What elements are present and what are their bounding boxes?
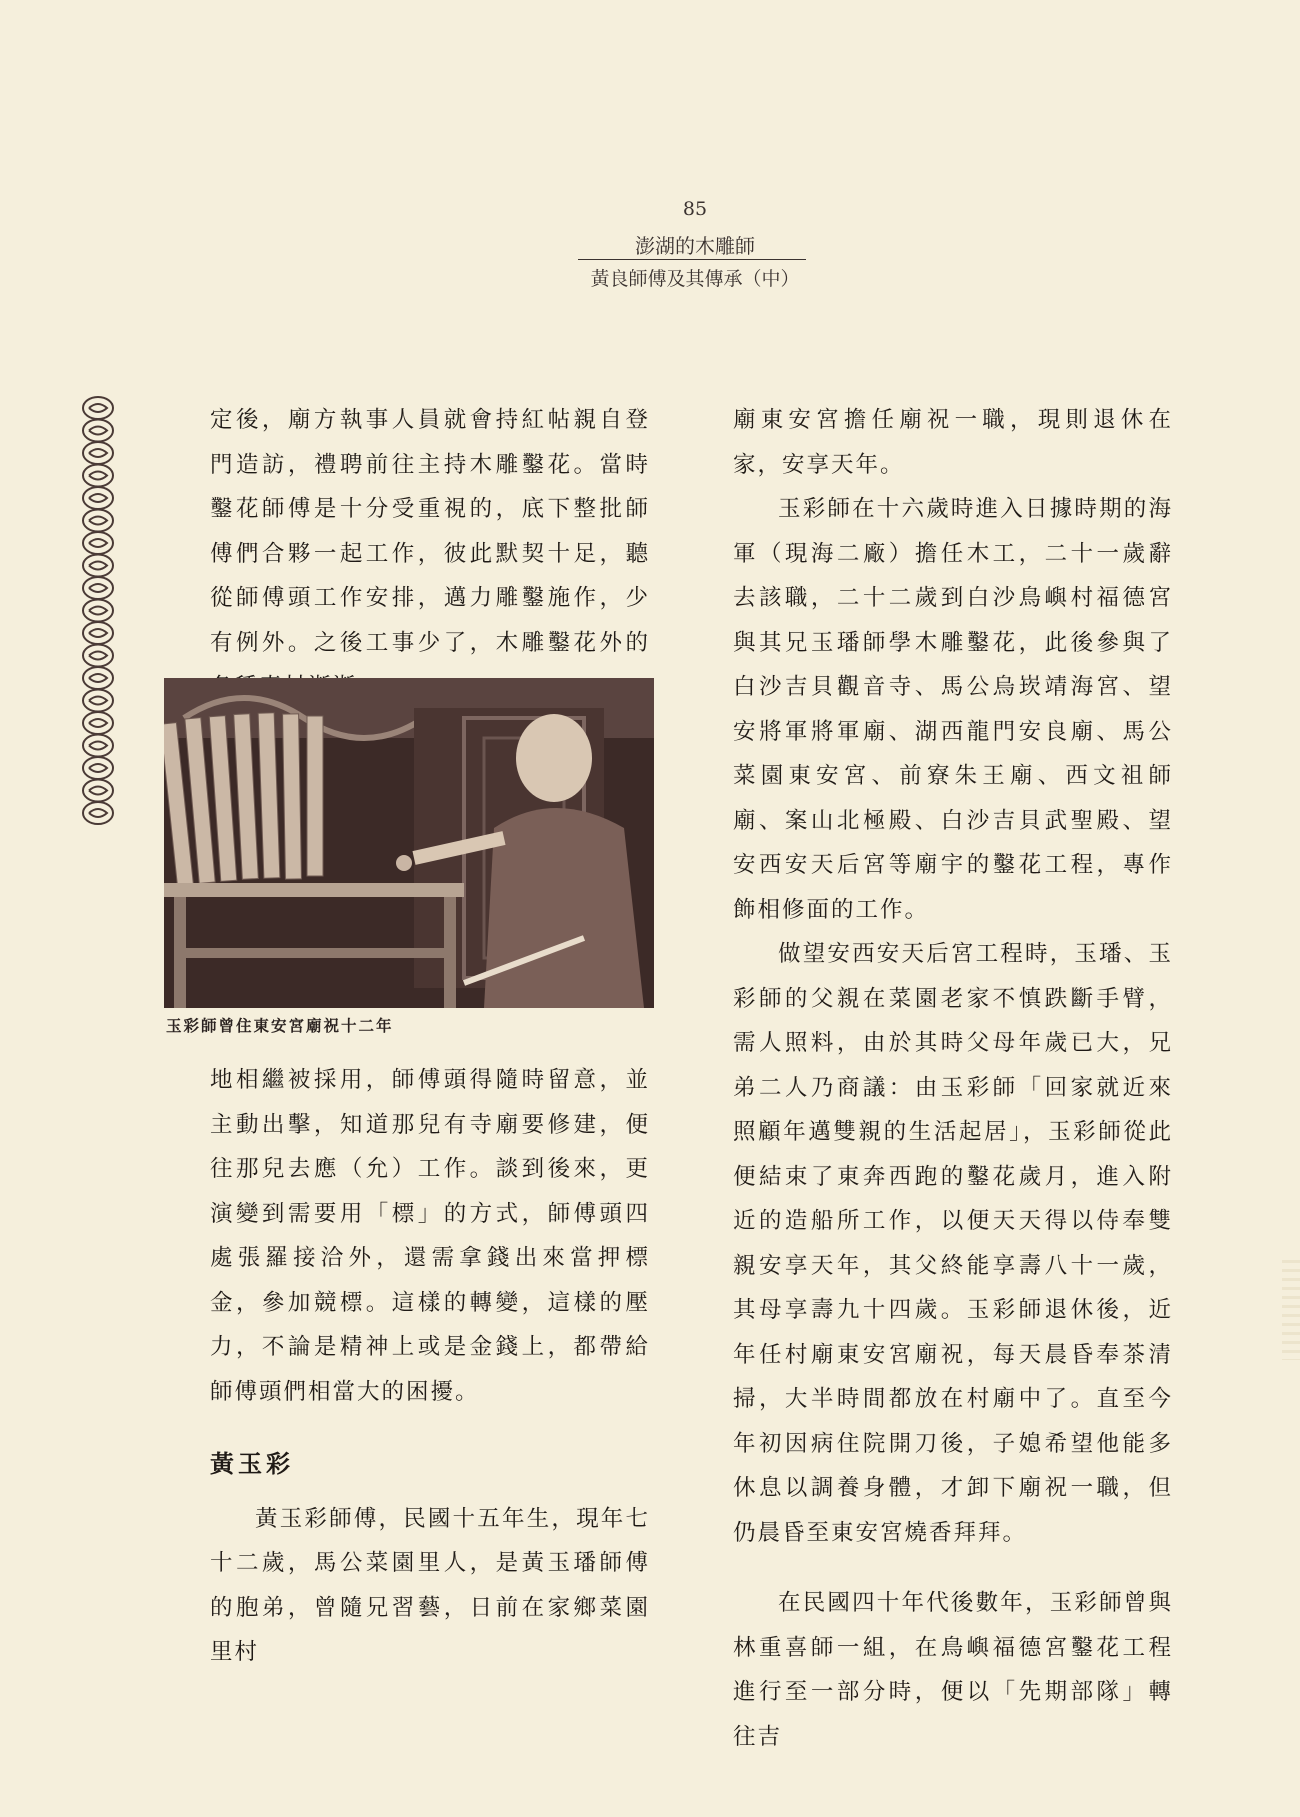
body-paragraph: 在民國四十年代後數年，玉彩師曾與林重喜師一組，在鳥嶼福德宮鑿花工程進行至一部分時，便以「先期部隊」轉往吉 <box>733 1590 1173 1750</box>
photo-caption: 玉彩師曾住東安宮廟祝十二年 <box>166 1017 394 1035</box>
running-subtitle: 黃良師傅及其傳承（中） <box>590 268 800 290</box>
body-paragraph: 玉彩師在十六歲時進入日據時期的海軍（現海二廠）擔任木工，二十一歲辭去該職，二十二歲到白沙鳥嶼村福德宮與其兄玉璠師學木雕鑿花，此後參與了白沙吉貝觀音寺、馬公烏崁靖海宮、望安將軍將軍廟、湖西龍門安良廟、馬公菜園東安宮、前寮朱王廟、西文祖師廟、案山北極殿、白沙吉貝武聖殿、望安西安天后宮等廟宇的鑿花工程，專作飾相修面的工作。 <box>733 496 1173 923</box>
left-column-top <box>210 398 650 710</box>
body-paragraph: 定後，廟方執事人員就會持紅帖親自登門造訪，禮聘前往主持木雕鑿花。當時鑿花師傅是十分受重視的，底下整批師傅們合夥一起工作，彼此默契十足，聽從師傅頭工作安排，邁力雕鑿施作，少有例外。之後工事少了，木雕鑿花外的 <box>210 407 650 656</box>
running-title: 澎湖的木雕師 <box>635 234 755 258</box>
decorative-seal-strip-icon <box>77 396 119 836</box>
right-column <box>733 398 1173 1759</box>
body-paragraph: 地相繼被採用，師傅頭得隨時留意，並主動出擊，知道那兒有寺廟要修建，便往那兒去應（允）工作。談到後來，更演變到需要用「標」的方式，師傅頭四處張羅接洽外，還需拿錢出來當押標金，參加競標。這樣的轉變，這樣的壓力，不論是精神上或是金錢上，都帶給師傅頭們相當大的困擾。 <box>210 1067 650 1405</box>
left-column-bottom <box>210 1058 650 1675</box>
body-paragraph: 廟東安宮擔任廟祝一職，現則退休在家，安享天年。 <box>733 407 1173 478</box>
paper-edge-shadow <box>1282 1260 1300 1360</box>
page-number: 85 <box>682 198 708 220</box>
header-rule <box>578 259 806 260</box>
body-paragraph: 黃玉彩師傅，民國十五年生，現年七十二歲，馬公菜園里人，是黃玉璠師傅的胞弟，曾隨兄習藝，日前在家鄉菜園里村 <box>210 1505 650 1665</box>
section-heading: 黃玉彩 <box>210 1449 294 1478</box>
body-paragraph: 做望安西安天后宮工程時，玉璠、玉彩師的父親在菜園老家不慎跌斷手臂，需人照料，由於其時父母年歲已大，兄弟二人乃商議：由玉彩師「回家就近來照顧年邁雙親的生活起居」，玉彩師從此便結束了東奔西跑的鑿花歲月，進入附近的造船所工作，以便天天得以侍奉雙親安享天年，其父終能享壽八十一歲，其母享壽九十四歲。玉彩師退休後，近年任村廟東安宮廟祝，每天晨昏奉茶清掃，大半時間都放在村廟中了。直至今年初因病住院開刀後，子媳希望他能多休息以調養身體，才卸下廟祝一職，但仍晨昏至東安宮燒香拜拜。 <box>733 941 1173 1546</box>
photo-woodcarver <box>164 678 654 1008</box>
